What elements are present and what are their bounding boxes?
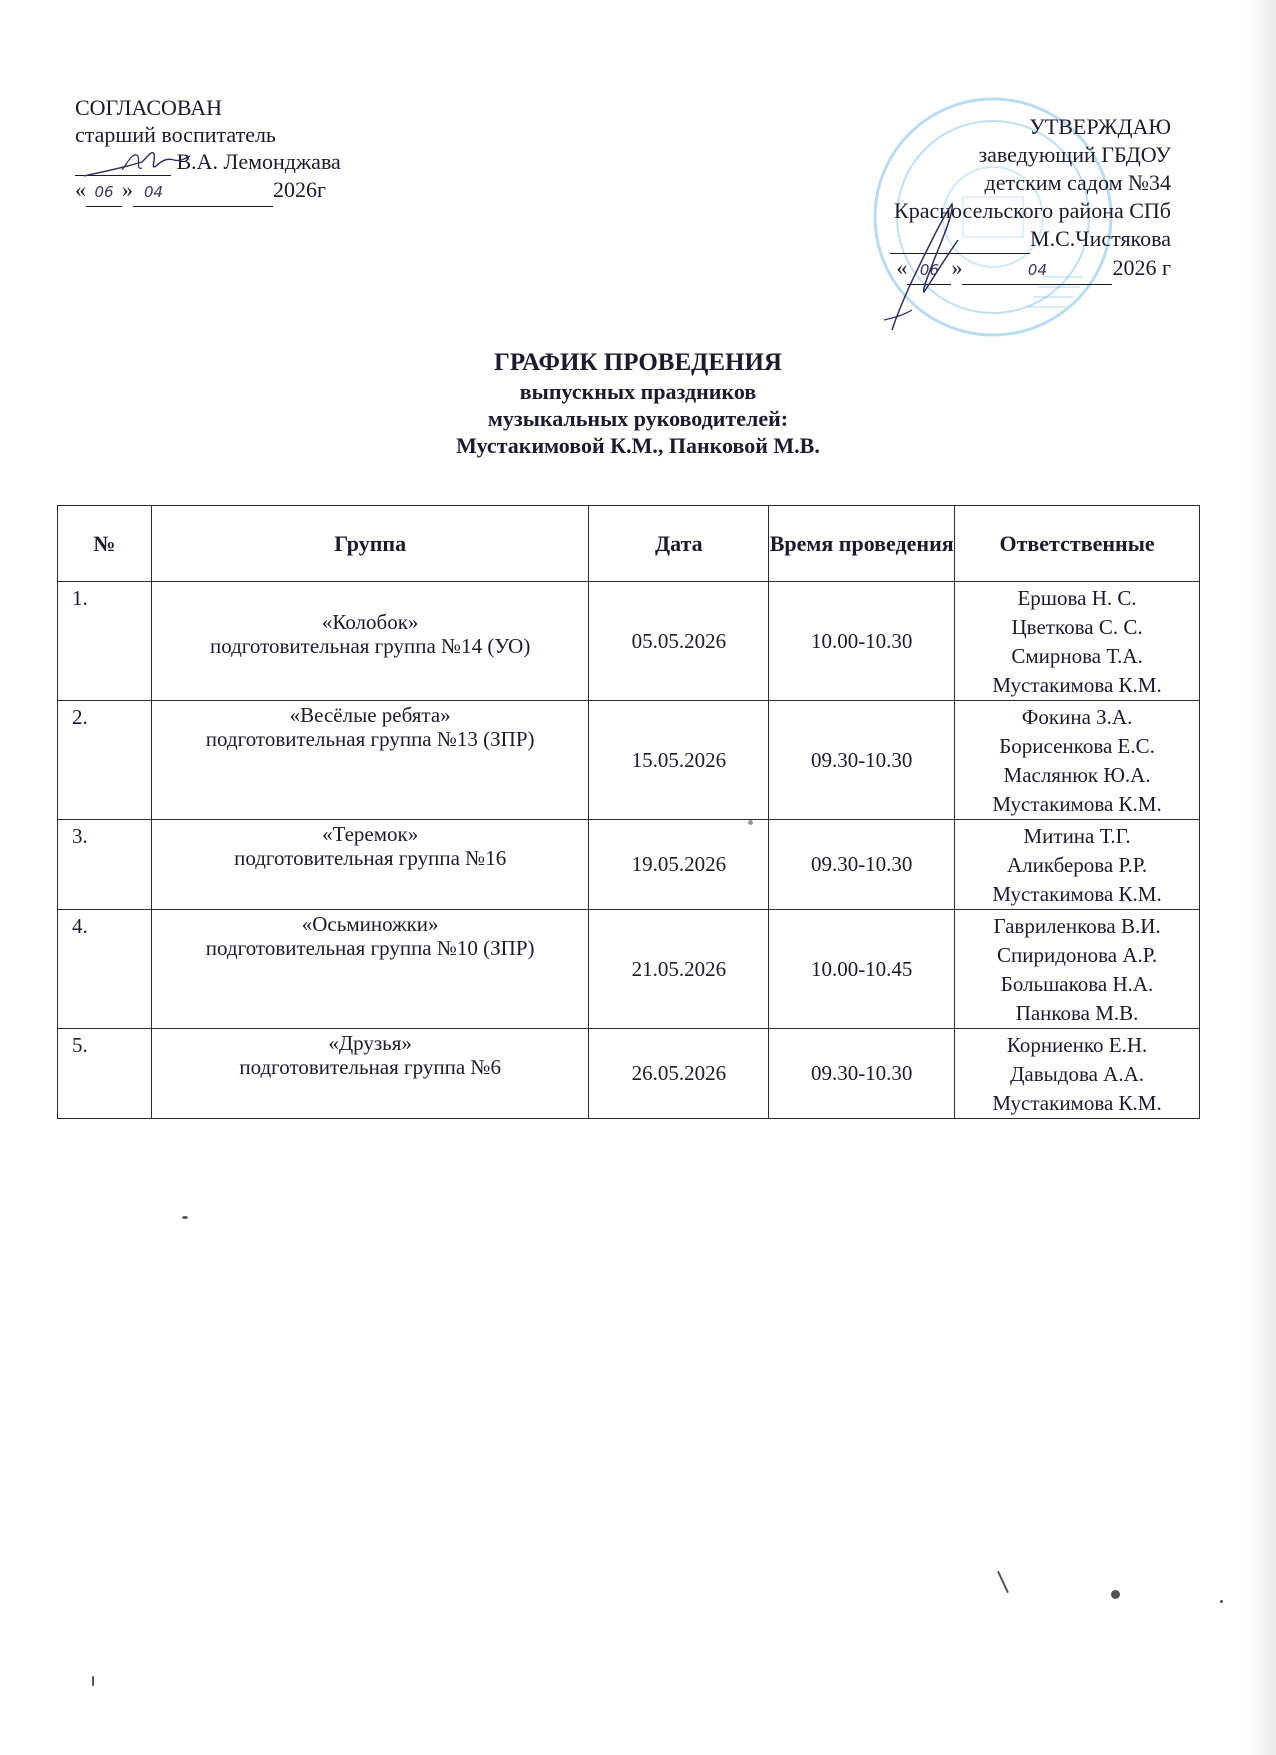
approval-right-position: заведующий ГБДОУ	[978, 142, 1171, 167]
responsible-person: Мустакимова К.М.	[992, 792, 1162, 816]
row-num: 1.	[58, 582, 152, 701]
responsible-person: Давыдова А.А.	[1010, 1062, 1145, 1086]
header-time: Время проведения	[769, 506, 955, 582]
row-date: 21.05.2026	[589, 910, 769, 1029]
responsible-person: Мустакимова К.М.	[992, 673, 1162, 697]
approval-right-org-line1: детским садом №34	[984, 170, 1171, 195]
row-num: 5.	[58, 1029, 152, 1119]
scan-speck	[1220, 1600, 1223, 1603]
approval-left-month: 04	[144, 183, 164, 201]
row-time: 10.00-10.30	[769, 582, 955, 701]
document-title	[0, 348, 1276, 459]
row-time: 09.30-10.30	[769, 820, 955, 910]
responsible-person: Аликберова Р.Р.	[1007, 853, 1148, 877]
row-responsible	[955, 820, 1200, 910]
row-date: 19.05.2026	[589, 820, 769, 910]
header-responsible: Ответственные	[955, 506, 1200, 582]
responsible-person: Фокина З.А.	[1021, 705, 1133, 729]
title-line-3: музыкальных руководителей:	[487, 406, 789, 431]
group-name: «Теремок»	[322, 822, 419, 846]
group-desc: подготовительная группа №10 (ЗПР)	[205, 936, 535, 960]
signature-right-scribble	[862, 200, 972, 335]
row-date: 05.05.2026	[589, 582, 769, 701]
group-name: «Осьминожки»	[301, 912, 439, 936]
approval-right-month: 04	[1027, 261, 1048, 279]
group-desc: подготовительная группа №14 (УО)	[209, 634, 531, 658]
responsible-person: Мустакимова К.М.	[992, 882, 1162, 906]
title-line-4: Мустакимовой К.М., Панковой М.В.	[456, 433, 820, 458]
row-group	[151, 1029, 589, 1119]
row-responsible	[955, 1029, 1200, 1119]
scan-speck	[92, 1676, 94, 1686]
responsible-person: Панкова М.В.	[1015, 1001, 1139, 1025]
responsible-person: Маслянюк Ю.А.	[1003, 763, 1151, 787]
row-time: 10.00-10.45	[769, 910, 955, 1029]
title-line-2: выпускных праздников	[519, 379, 757, 404]
scan-speck	[1111, 1590, 1120, 1599]
approval-right-status: УТВЕРЖДАЮ	[1029, 114, 1171, 139]
row-date: 26.05.2026	[589, 1029, 769, 1119]
row-date: 15.05.2026	[589, 701, 769, 820]
approval-left-name: В.А. Лемонджава	[176, 149, 341, 174]
approval-right-org-line2: Красносельского района СПб	[894, 198, 1171, 223]
group-desc: подготовительная группа №6	[239, 1055, 501, 1079]
table-row	[58, 910, 1200, 1029]
responsible-person: Митина Т.Г.	[1023, 824, 1131, 848]
responsible-person: Корниенко Е.Н.	[1006, 1033, 1148, 1057]
approval-right-day: 06	[919, 261, 940, 279]
table-row	[58, 701, 1200, 820]
scan-speck	[182, 1216, 188, 1219]
row-group	[151, 582, 589, 701]
header-group: Группа	[151, 506, 589, 582]
row-time: 09.30-10.30	[769, 1029, 955, 1119]
approval-left-status: СОГЛАСОВАН	[75, 95, 222, 120]
responsible-person: Мустакимова К.М.	[992, 1091, 1162, 1115]
approval-left-year: 2026г	[273, 177, 327, 202]
table-row	[58, 1029, 1200, 1119]
approval-left-day: 06	[94, 183, 114, 201]
approval-right-date-line: « 06 » 04 2026 г	[890, 254, 1171, 285]
group-desc: подготовительная группа №16	[234, 846, 507, 870]
row-group	[151, 820, 589, 910]
responsible-person: Большакова Н.А.	[1000, 972, 1154, 996]
table-row	[58, 582, 1200, 701]
approval-left-date-line: « 06 » 04 2026г	[75, 176, 341, 207]
table-row	[58, 820, 1200, 910]
row-responsible	[955, 910, 1200, 1029]
responsible-person: Гавриленкова В.И.	[993, 914, 1161, 938]
responsible-person: Борисенкова Е.С.	[999, 734, 1155, 758]
approval-right-name: М.С.Чистякова	[1030, 226, 1171, 251]
signature-left-scribble	[82, 148, 192, 180]
group-name: «Друзья»	[328, 1031, 412, 1055]
row-group	[151, 701, 589, 820]
scan-speck	[997, 1571, 1009, 1594]
approval-right-year: 2026 г	[1112, 255, 1171, 280]
row-num: 2.	[58, 701, 152, 820]
group-desc: подготовительная группа №13 (ЗПР)	[205, 727, 535, 751]
row-responsible	[955, 701, 1200, 820]
row-num: 3.	[58, 820, 152, 910]
responsible-person: Цветкова С. С.	[1011, 615, 1143, 639]
row-responsible	[955, 582, 1200, 701]
scan-edge-shadow	[1246, 0, 1276, 1755]
header-date: Дата	[589, 506, 769, 582]
row-time: 09.30-10.30	[769, 701, 955, 820]
table-header-row	[58, 506, 1200, 582]
title-line-1: ГРАФИК ПРОВЕДЕНИЯ	[494, 349, 782, 376]
group-name: «Весёлые ребята»	[289, 703, 451, 727]
scan-speck	[748, 820, 753, 825]
row-group	[151, 910, 589, 1029]
header-num: №	[58, 506, 152, 582]
schedule-table	[57, 505, 1200, 1119]
responsible-person: Смирнова Т.А.	[1011, 644, 1143, 668]
approval-left-position: старший воспитатель	[75, 122, 276, 147]
responsible-person: Спиридонова А.Р.	[997, 943, 1158, 967]
responsible-person: Ершова Н. С.	[1017, 586, 1137, 610]
group-name: «Колобок»	[321, 610, 419, 634]
row-num: 4.	[58, 910, 152, 1029]
